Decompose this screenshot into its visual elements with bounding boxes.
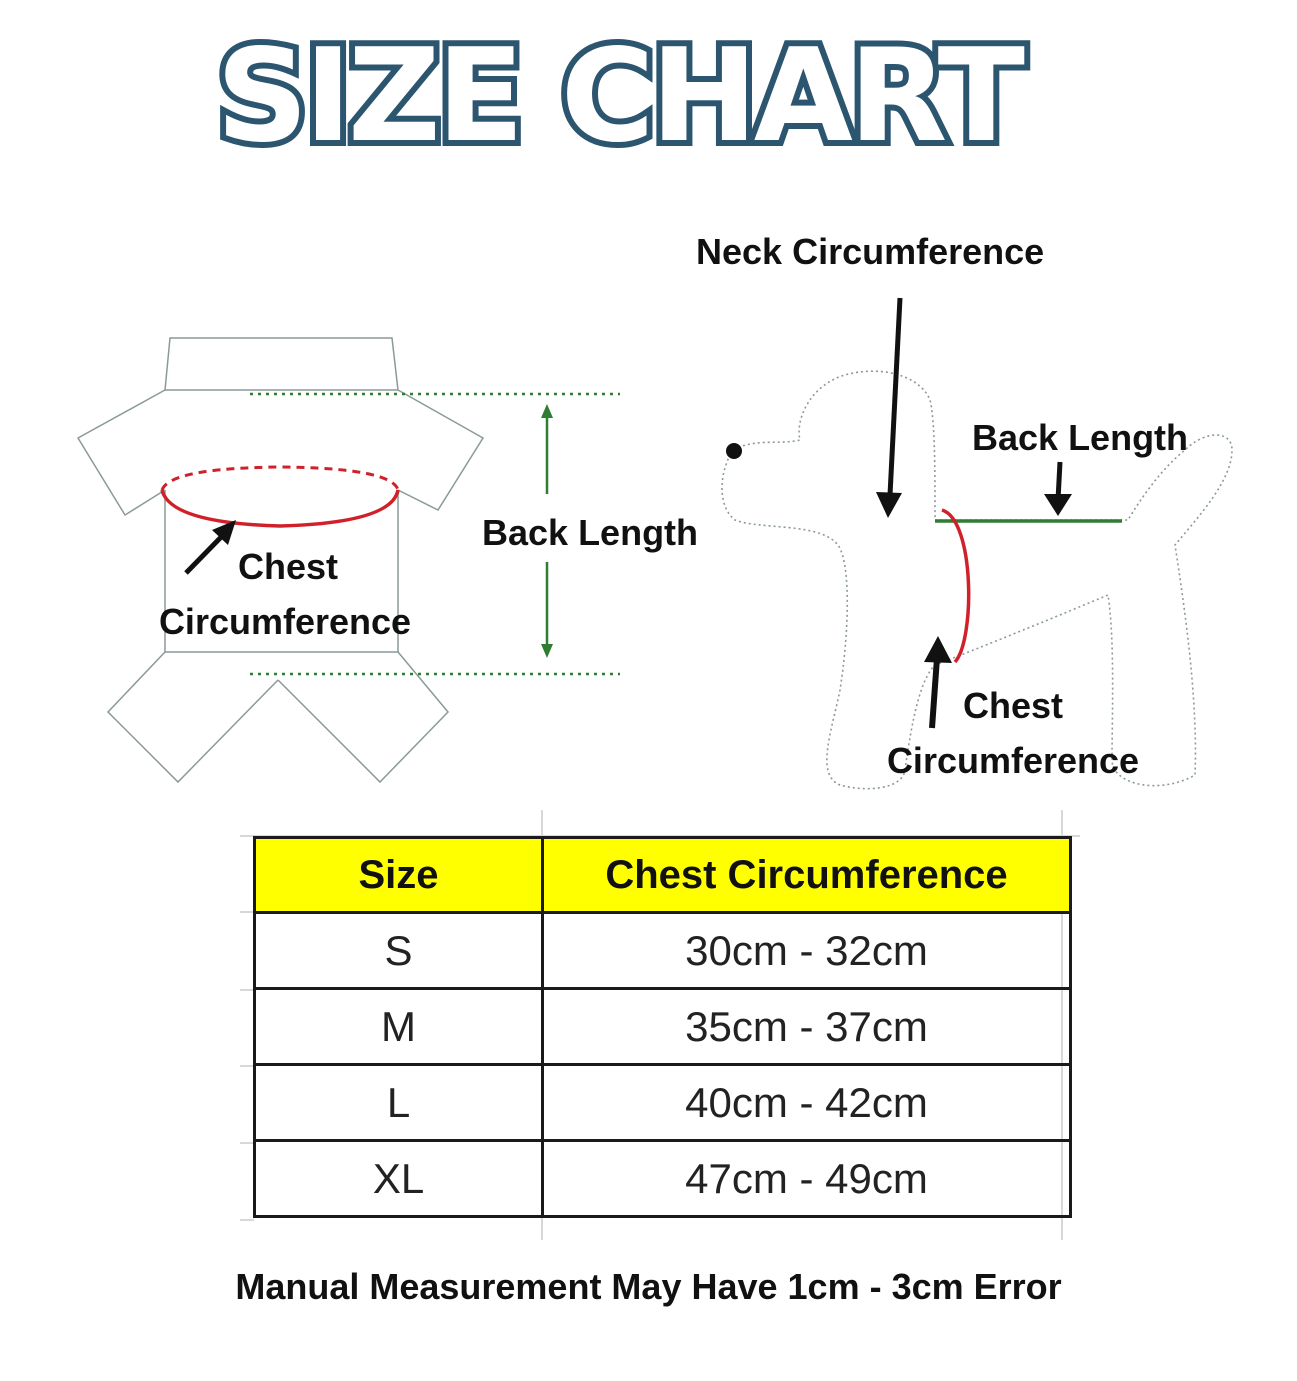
garment-chest-label-line1: Chest xyxy=(237,546,339,587)
table-row xyxy=(255,989,1071,1065)
size-cell: XL xyxy=(255,1141,543,1217)
chest-cell: 47cm - 49cm xyxy=(543,1141,1071,1217)
chest-cell: 40cm - 42cm xyxy=(543,1065,1071,1141)
table-row xyxy=(255,1141,1071,1217)
size-table xyxy=(253,836,1072,1218)
dog-chest-label xyxy=(858,686,1168,781)
garment-left-leg xyxy=(108,652,278,782)
dog-chest-measure xyxy=(942,510,969,662)
header-chest-circumference: Chest Circumference xyxy=(543,838,1071,913)
chest-cell: 35cm - 37cm xyxy=(543,989,1071,1065)
garment-right-sleeve xyxy=(398,390,483,510)
chest-cell: 30cm - 32cm xyxy=(543,913,1071,989)
garment-right-leg xyxy=(278,652,448,782)
size-cell: L xyxy=(255,1065,543,1141)
garment-back-length-label: Back Length xyxy=(482,512,699,553)
table-header-row xyxy=(255,838,1071,913)
page-title: SIZE CHART xyxy=(216,22,1021,171)
dog-neck-arrow xyxy=(876,298,902,518)
garment-chest-measure xyxy=(162,467,398,526)
dog-neck-label: Neck Circumference xyxy=(696,231,1045,272)
garment-left-sleeve xyxy=(78,390,165,515)
garment-chest-label-line2: Circumference xyxy=(158,601,412,642)
table-row xyxy=(255,1065,1071,1141)
header-size: Size xyxy=(255,838,543,913)
measurement-note: Manual Measurement May Have 1cm - 3cm Error xyxy=(235,1266,1062,1307)
dog-chest-label-line1: Chest xyxy=(962,685,1064,726)
dog-chest-label-line2: Circumference xyxy=(886,740,1140,781)
dog-back-length-label: Back Length xyxy=(972,417,1189,458)
size-cell: S xyxy=(255,913,543,989)
garment-collar xyxy=(165,338,398,390)
table-row xyxy=(255,913,1071,989)
size-cell: M xyxy=(255,989,543,1065)
dog-back-length-arrow xyxy=(1044,462,1072,516)
dog-nose xyxy=(726,443,742,459)
garment-chest-label xyxy=(130,547,440,642)
